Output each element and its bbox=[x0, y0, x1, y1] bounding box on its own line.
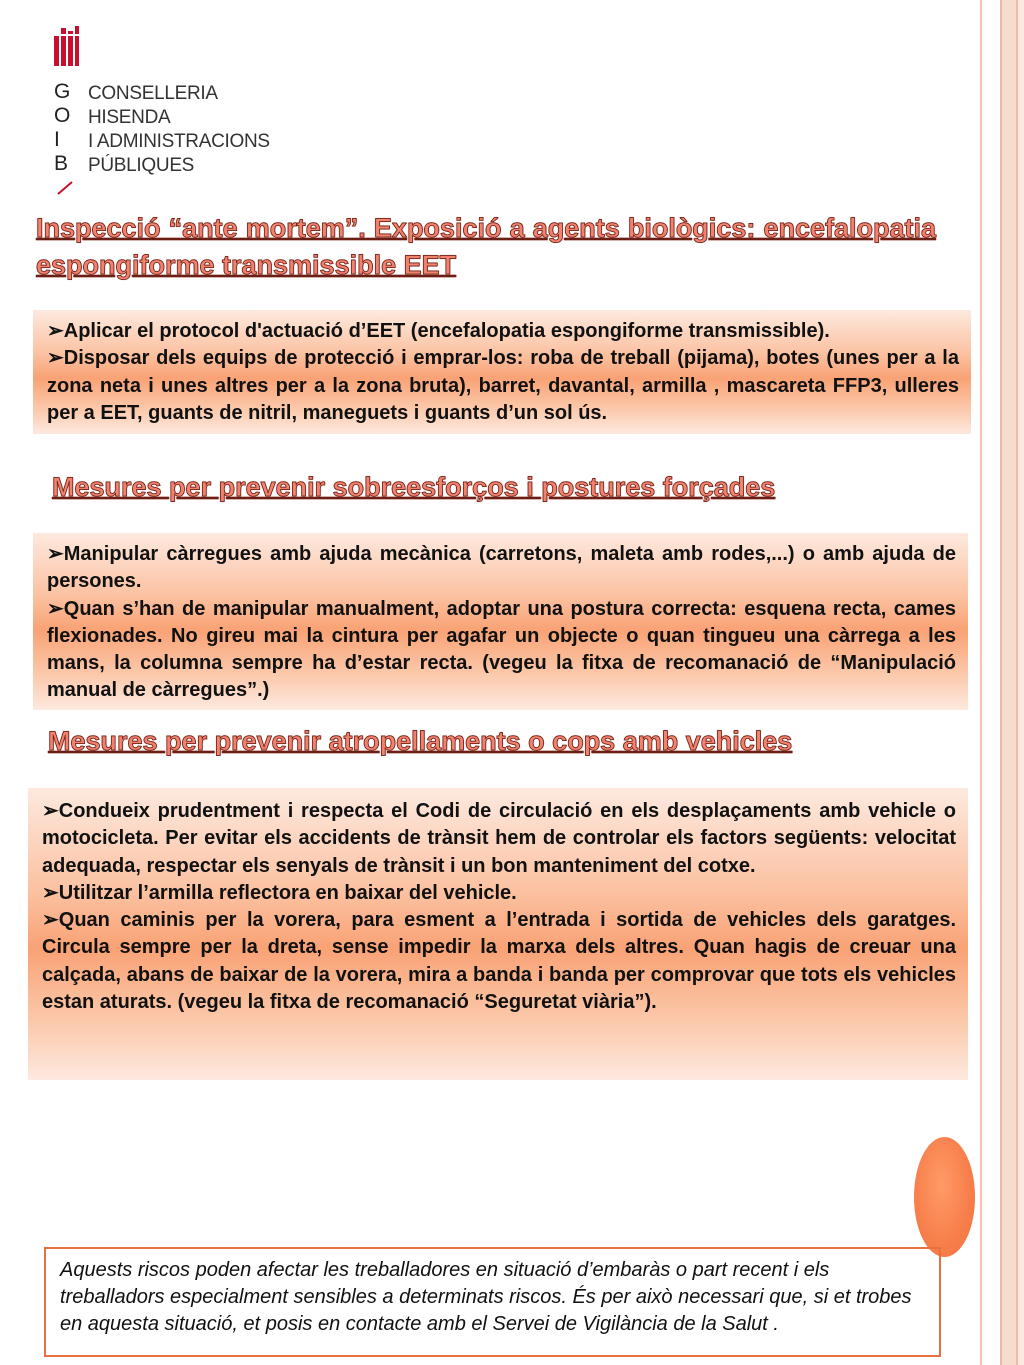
goib-bars-icon bbox=[52, 26, 80, 66]
list-item bbox=[47, 541, 956, 596]
bullet-arrow-icon: ➢ bbox=[42, 881, 59, 904]
bullet-arrow-icon: ➢ bbox=[47, 347, 64, 370]
logo-letter-g: G bbox=[54, 80, 71, 103]
list-item bbox=[47, 318, 959, 345]
list-item bbox=[42, 880, 956, 907]
list-item bbox=[47, 596, 956, 705]
logo-letters bbox=[54, 80, 84, 176]
decorative-orange-oval bbox=[914, 1137, 975, 1257]
logo-slash-icon bbox=[56, 178, 76, 198]
bullet-text: Utilitzar l’armilla reflectora en baixar del vehicle. bbox=[58, 881, 517, 904]
section-heading-overexertion: Mesures per prevenir sobreesforços i postures forçades bbox=[52, 472, 776, 502]
bullet-text: Disposar dels equips de protecció i emprar-los: roba de treball (pijama), botes (unes per a la zona neta i unes altres per a la zona bruta), barret, davantal, armilla , mascareta FFP3, ulleres per a EET, guants de nitril, maneguets i guants d’un sol ús. bbox=[47, 347, 959, 424]
bullet-arrow-icon: ➢ bbox=[42, 800, 59, 822]
bullet-text: Quan caminis per la vorera, para esment a l’entrada i sortida de vehicles dels garatges. Circula sempre per la dreta, sense impedir la marxa dels altres. Quan hagis de creuar una calçada, abans de baixar de la vorera, mira a banda i banda per comprovar que tots els vehicles estan aturats. (vegeu la fitxa de recomanació “Seguretat viària”). bbox=[42, 909, 956, 1014]
logo-letter-b: B bbox=[54, 152, 69, 175]
section-box-biological bbox=[33, 310, 971, 434]
list-item bbox=[47, 345, 959, 427]
logo-letter-i: I bbox=[54, 128, 60, 151]
logo-line-publiques: PÚBLIQUES bbox=[88, 155, 195, 176]
logo-text bbox=[88, 82, 270, 178]
bullet-text: Aplicar el protocol d'actuació d’EET (encefalopatia espongiforme transmissible). bbox=[63, 320, 830, 342]
bullet-text: Quan s’han de manipular manualment, adoptar una postura correcta: esquena recta, cames flexionades. No gireu mai la cintura per agafar un objecte o quan tingueu una càrrega a les mans, la columna sempre ha d’estar recta. (vegeu la fitxa de recomanació de “Manipulació manual de càrregues”.) bbox=[47, 597, 956, 702]
section-box-overexertion bbox=[33, 533, 968, 710]
decorative-side-stripes bbox=[976, 0, 1024, 1365]
note-box: Aquests riscos poden afectar les treballadores en situació d’embaràs o part recent i els treballadors especialment sensibles a determinats riscos. És per això necessari que, si et trobes en aquesta situació, et posis en contacte amb el Servei de Vigilància de la Salut . bbox=[44, 1247, 941, 1357]
section-box-vehicles bbox=[28, 788, 968, 1080]
bullet-arrow-icon: ➢ bbox=[47, 597, 64, 620]
bullet-arrow-icon: ➢ bbox=[47, 543, 64, 565]
list-item bbox=[42, 798, 956, 880]
list-item bbox=[42, 907, 956, 1016]
section-heading-biological: Inspecció “ante mortem”. Exposició a agents biològics: encefalopatia espongiforme transmissible EET bbox=[36, 213, 936, 280]
bullet-text: Manipular càrregues amb ajuda mecànica (carretons, maleta amb rodes,...) o amb ajuda de persones. bbox=[47, 543, 956, 593]
logo-line-administracions: I ADMINISTRACIONS bbox=[88, 131, 270, 152]
logo-line-conselleria: CONSELLERIA bbox=[88, 83, 218, 104]
section-heading-vehicles: Mesures per prevenir atropellaments o cops amb vehicles bbox=[48, 726, 793, 756]
goib-logo bbox=[50, 26, 290, 201]
logo-letter-o: O bbox=[54, 104, 71, 127]
bullet-arrow-icon: ➢ bbox=[47, 320, 64, 342]
bullet-arrow-icon: ➢ bbox=[42, 909, 59, 932]
logo-line-hisenda: HISENDA bbox=[88, 107, 171, 128]
bullet-text: Condueix prudentment i respecta el Codi de circulació en els desplaçaments amb vehicle o motocicleta. Per evitar els accidents de trànsit hem de controlar els factors següents: velocitat adequada, respectar els senyals de trànsit i un bon manteniment del cotxe. bbox=[42, 800, 956, 877]
